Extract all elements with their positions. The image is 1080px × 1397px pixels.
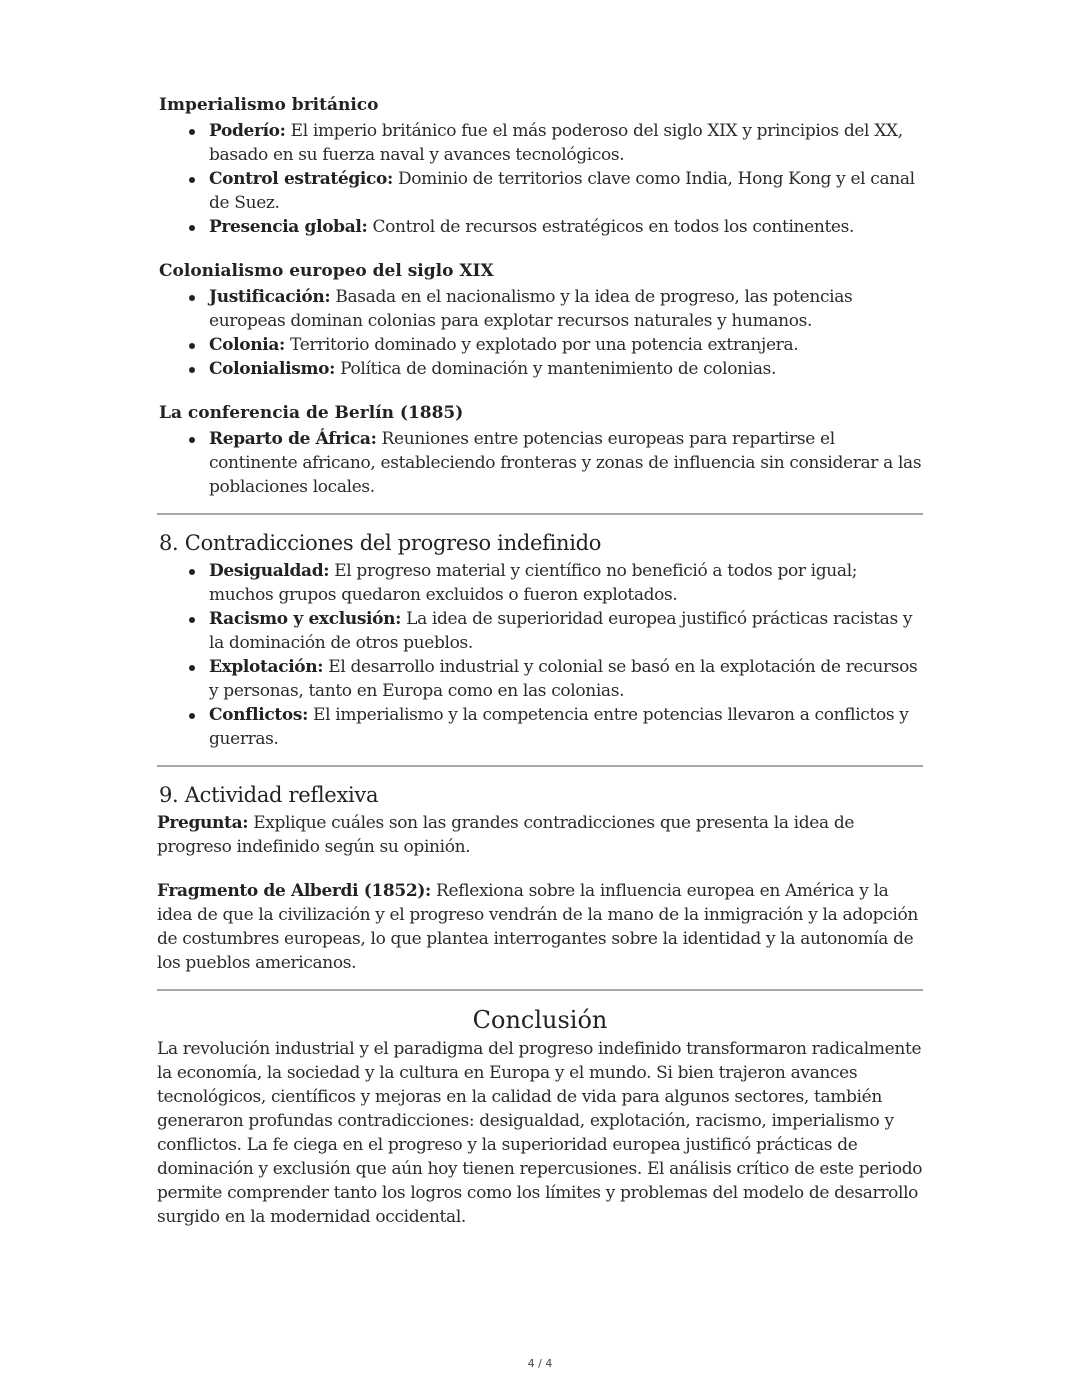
item-term: Reparto de África: [209, 429, 377, 449]
pregunta-term: Pregunta: [157, 813, 249, 833]
subsection-heading: Imperialismo británico [159, 95, 379, 115]
item-term: Colonialismo: [209, 359, 336, 379]
item-text: El desarrollo industrial y colonial se basó en la explotación de recursos y personas, tanto en Europa como en las colonias. [209, 657, 918, 701]
subsection-heading: Colonialismo europeo del siglo XIX [159, 261, 494, 281]
item-term: Justificación: [209, 287, 331, 307]
item-text: El progreso material y científico no benefició a todos por igual; muchos grupos quedaron excluidos o fueron explotados. [209, 561, 858, 605]
list-item [209, 559, 923, 607]
list-item [209, 167, 923, 215]
item-term: Desigualdad: [209, 561, 330, 581]
list-item [209, 119, 923, 167]
subsection-imperialismo [157, 93, 923, 239]
pregunta-text: Explique cuáles son las grandes contradicciones que presenta la idea de progreso indefinido según su opinión. [157, 813, 855, 857]
conclusion-heading: Conclusión [472, 1006, 608, 1034]
section-heading: 9. Actividad reflexiva [159, 783, 379, 807]
fragmento-term: Fragmento de Alberdi (1852): [157, 881, 431, 901]
item-term: Poderío: [209, 121, 286, 141]
fragmento-paragraph [157, 879, 923, 975]
section-9 [157, 781, 923, 975]
pregunta-paragraph [157, 811, 923, 859]
item-text: La idea de superioridad europea justificó prácticas racistas y la dominación de otros pueblos. [209, 609, 913, 653]
list-item [209, 333, 923, 357]
section-heading: 8. Contradicciones del progreso indefinido [159, 531, 602, 555]
bullet-list [157, 427, 923, 499]
item-text: El imperio británico fue el más poderoso del siglo XIX y principios del XX, basado en su fuerza naval y avances tecnológicos. [209, 121, 903, 165]
subsection-colonialismo [157, 259, 923, 381]
list-item [209, 607, 923, 655]
item-text: Política de dominación y mantenimiento de colonias. [335, 359, 777, 379]
section-divider [157, 989, 923, 991]
item-text: Territorio dominado y explotado por una potencia extranjera. [284, 335, 799, 355]
subsection-berlin [157, 401, 923, 499]
item-term: Racismo y exclusión: [209, 609, 402, 629]
bullet-list [157, 119, 923, 239]
bullet-list [157, 285, 923, 381]
list-item [209, 427, 923, 499]
item-term: Explotación: [209, 657, 324, 677]
item-term: Conflictos: [209, 705, 308, 725]
item-text: El imperialismo y la competencia entre potencias llevaron a conflictos y guerras. [209, 705, 909, 749]
bullet-list [157, 559, 923, 751]
list-item [209, 215, 923, 239]
item-text: Dominio de territorios clave como India, Hong Kong y el canal de Suez. [209, 169, 915, 213]
conclusion-paragraph: La revolución industrial y el paradigma del progreso indefinido transformaron radicalmente la economía, la sociedad y la cultura en Europa y el mundo. Si bien trajeron avances tecnológicos, científicos y mejoras en la calidad de vida para algunos sectores, también generaron profundas contradicciones: desigualdad, explotación, racismo, imperialismo y conflictos. La fe ciega en el progreso y la superioridad europea justificó prácticas de dominación y exclusión que aún hoy tienen repercusiones. El análisis crítico de este periodo permite comprender tanto los logros como los límites y problemas del modelo de desarrollo surgido en la modernidad occidental. [157, 1039, 923, 1227]
document-page [157, 93, 923, 1229]
list-item [209, 703, 923, 751]
page-number: 4 / 4 [527, 1357, 553, 1370]
list-item [209, 655, 923, 703]
item-text: Control de recursos estratégicos en todos los continentes. [367, 217, 855, 237]
item-term: Colonia: [209, 335, 285, 355]
conclusion-section [157, 1005, 923, 1229]
list-item [209, 285, 923, 333]
section-divider [157, 513, 923, 515]
item-text: Basada en el nacionalismo y la idea de progreso, las potencias europeas dominan colonias para explotar recursos naturales y humanos. [209, 287, 853, 331]
item-text: Reuniones entre potencias europeas para repartirse el continente africano, estableciendo fronteras y zonas de influencia sin considerar a las poblaciones locales. [209, 429, 922, 497]
fragmento-text: Reflexiona sobre la influencia europea en América y la idea de que la civilización y el progreso vendrán de la mano de la inmigración y la adopción de costumbres europeas, lo que plantea interrogantes sobre la identidad y la autonomía de los pueblos americanos. [157, 881, 918, 973]
subsection-heading: La conferencia de Berlín (1885) [159, 403, 464, 423]
section-divider [157, 765, 923, 767]
item-term: Presencia global: [209, 217, 368, 237]
list-item [209, 357, 923, 381]
section-8 [157, 529, 923, 751]
item-term: Control estratégico: [209, 169, 393, 189]
